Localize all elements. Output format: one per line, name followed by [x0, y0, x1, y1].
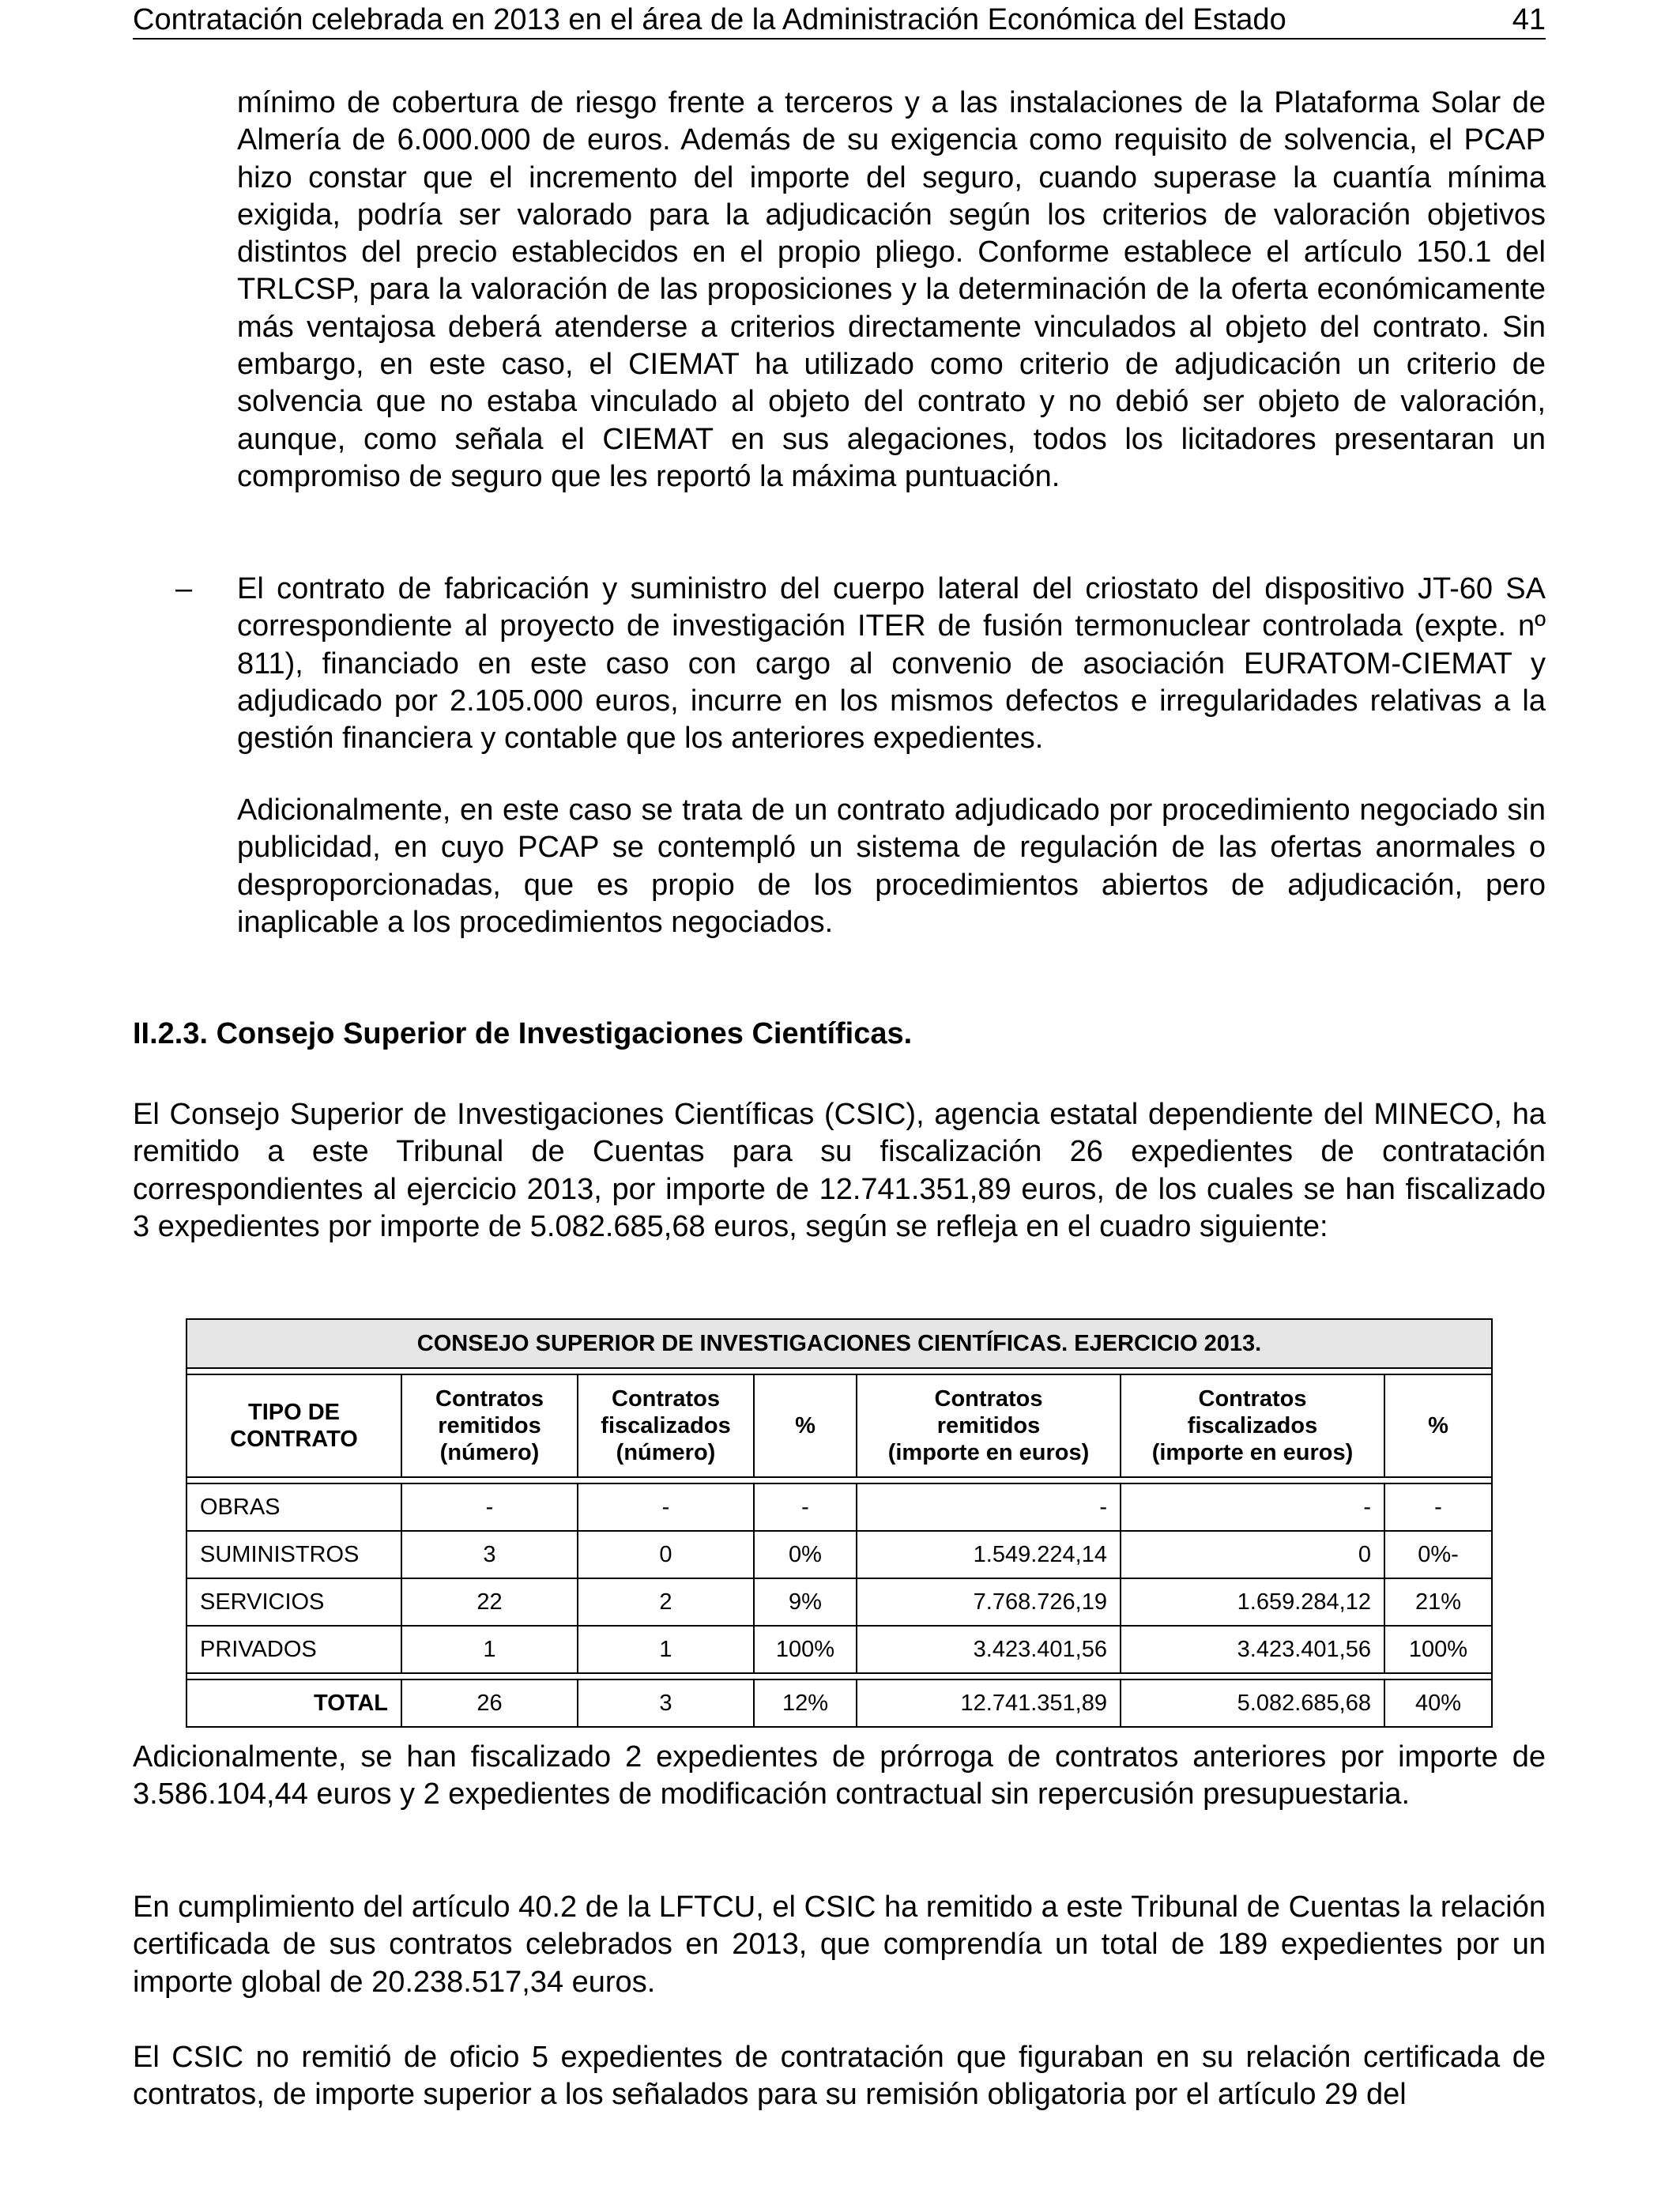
page-header — [133, 2, 1546, 40]
table-row — [186, 1531, 1492, 1578]
table-row — [186, 1483, 1492, 1531]
cell-rem-imp: - — [857, 1483, 1121, 1531]
cell-fis-num: - — [578, 1483, 754, 1531]
cell-rem-imp: 7.768.726,19 — [857, 1578, 1121, 1626]
header-tipo-contrato: TIPO DE CONTRATO — [186, 1374, 401, 1477]
paragraph-criostato-contract: El contrato de fabricación y suministro del cuerpo lateral del criostato del dispositivo JT-60 SA correspondiente al proyecto de investigación ITER de fusión termonuclear controlada (expte. nº 811), financiado en este caso con cargo al convenio de asociación EURATOM-CIEMAT y adjudicado por 2.105.000 euros, incurre en los mismos defectos e irregularidades relativas a la gestión financiera y contable que los anteriores expedientes. — [237, 572, 1546, 756]
cell-pct-imp: 0%- — [1384, 1531, 1492, 1578]
cell-fis-imp: 3.423.401,56 — [1121, 1626, 1384, 1673]
header-fiscalizados-importe: Contratos fiscalizados (importe en euros) — [1121, 1374, 1384, 1477]
cell-fis-num: 1 — [578, 1626, 754, 1673]
cell-rem-num: - — [401, 1483, 578, 1531]
cell-pct-num: 0% — [754, 1531, 857, 1578]
paragraph-relacion-certificada: En cumplimiento del artículo 40.2 de la LFTCU, el CSIC ha remitido a este Tribunal de Cuentas la relación certificada de sus contratos celebrados en 2013, que comprendía un total de 189 expedientes por un importe global de 20.238.517,34 euros. — [133, 1891, 1546, 1999]
cell-rem-num: 1 — [401, 1626, 578, 1673]
cell-tipo: OBRAS — [186, 1483, 401, 1531]
cell-total-label: TOTAL — [186, 1679, 401, 1727]
cell-pct-imp: - — [1384, 1483, 1492, 1531]
cell-tipo: PRIVADOS — [186, 1626, 401, 1673]
cell-total-fis-num: 3 — [578, 1679, 754, 1727]
table-total-row — [186, 1679, 1492, 1727]
cell-rem-imp: 3.423.401,56 — [857, 1626, 1121, 1673]
cell-total-pct-num: 12% — [754, 1679, 857, 1727]
header-remitidos-numero: Contratos remitidos (número) — [401, 1374, 578, 1477]
paragraph-prorroga: Adicionalmente, se han fiscalizado 2 expedientes de prórroga de contratos anteriores por importe de 3.586.104,44 euros y 2 expedientes de modificación contractual sin repercusión presupuestaria. — [133, 1740, 1546, 1811]
header-pct-importe: % — [1384, 1374, 1492, 1477]
cell-rem-num: 22 — [401, 1578, 578, 1626]
list-dash: – — [175, 572, 193, 605]
cell-total-pct-imp: 40% — [1384, 1679, 1492, 1727]
header-pct-numero: % — [754, 1374, 857, 1477]
cell-fis-num: 0 — [578, 1531, 754, 1578]
cell-pct-imp: 21% — [1384, 1578, 1492, 1626]
table-row — [186, 1578, 1492, 1626]
header-remitidos-importe: Contratos remitidos (importe en euros) — [857, 1374, 1121, 1477]
table-row — [186, 1626, 1492, 1673]
paragraph-no-remitio: El CSIC no remitió de oficio 5 expedientes de contratación que figuraban en su relación certificada de contratos, de importe superior a los señalados para su remisión obligatoria por el artículo 29 del — [133, 2041, 1546, 2112]
cell-pct-num: 9% — [754, 1578, 857, 1626]
cell-fis-num: 2 — [578, 1578, 754, 1626]
page-number: 41 — [1512, 3, 1546, 36]
paragraph-csic-intro: El Consejo Superior de Investigaciones Científicas (CSIC), agencia estatal dependiente del MINECO, ha remitido a este Tribunal de Cuentas para su fiscalización 26 expedientes de contratación correspondientes al ejercicio 2013, por importe de 12.741.351,89 euros, de los cuales se han fiscalizado 3 expedientes por importe de 5.082.685,68 euros, según se refleja en el cuadro siguiente: — [133, 1098, 1546, 1243]
csic-contracts-table — [186, 1318, 1493, 1728]
cell-fis-imp: 0 — [1121, 1531, 1384, 1578]
paragraph-insurance-criterion: mínimo de cobertura de riesgo frente a terceros y a las instalaciones de la Plataforma Solar de Almería de 6.000.000 de euros. Además de su exigencia como requisito de solvencia, el PCAP hizo constar que el incremento del importe del seguro, cuando superase la cuantía mínima exigida, podría ser valorado para la adjudicación según los criterios de valoración objetivos distintos del precio establecidos en el propio pliego. Conforme establece el artículo 150.1 del TRLCSP, para la valoración de las proposiciones y la determinación de la oferta económicamente más ventajosa deberá atenderse a criterios directamente vinculados al objeto del contrato. Sin embargo, en este caso, el CIEMAT ha utilizado como criterio de adjudicación un criterio de solvencia que no estaba vinculado al objeto del contrato y no debió ser objeto de valoración, aunque, como señala el CIEMAT en sus alegaciones, todos los licitadores presentaran un compromiso de seguro que les reportó la máxima puntuación. — [237, 86, 1546, 493]
cell-fis-imp: 1.659.284,12 — [1121, 1578, 1384, 1626]
section-heading-csic: II.2.3. Consejo Superior de Investigaciones Científicas. — [133, 1017, 913, 1050]
cell-pct-num: 100% — [754, 1626, 857, 1673]
cell-pct-imp: 100% — [1384, 1626, 1492, 1673]
table-caption: CONSEJO SUPERIOR DE INVESTIGACIONES CIENTÍFICAS. EJERCICIO 2013. — [186, 1319, 1492, 1368]
paragraph-negotiated-procedure: Adicionalmente, en este caso se trata de un contrato adjudicado por procedimiento negociado sin publicidad, en cuyo PCAP se contempló un sistema de regulación de las ofertas anormales o desproporcionadas, que es propio de los procedimientos abiertos de adjudicación, pero inaplicable a los procedimientos negociados. — [237, 794, 1546, 939]
cell-rem-num: 3 — [401, 1531, 578, 1578]
header-title: Contratación celebrada en 2013 en el área de la Administración Económica del Estado — [133, 3, 1286, 36]
cell-pct-num: - — [754, 1483, 857, 1531]
cell-total-rem-num: 26 — [401, 1679, 578, 1727]
cell-rem-imp: 1.549.224,14 — [857, 1531, 1121, 1578]
header-fiscalizados-numero: Contratos fiscalizados (número) — [578, 1374, 754, 1477]
cell-fis-imp: - — [1121, 1483, 1384, 1531]
cell-tipo: SUMINISTROS — [186, 1531, 401, 1578]
cell-total-rem-imp: 12.741.351,89 — [857, 1679, 1121, 1727]
cell-total-fis-imp: 5.082.685,68 — [1121, 1679, 1384, 1727]
cell-tipo: SERVICIOS — [186, 1578, 401, 1626]
